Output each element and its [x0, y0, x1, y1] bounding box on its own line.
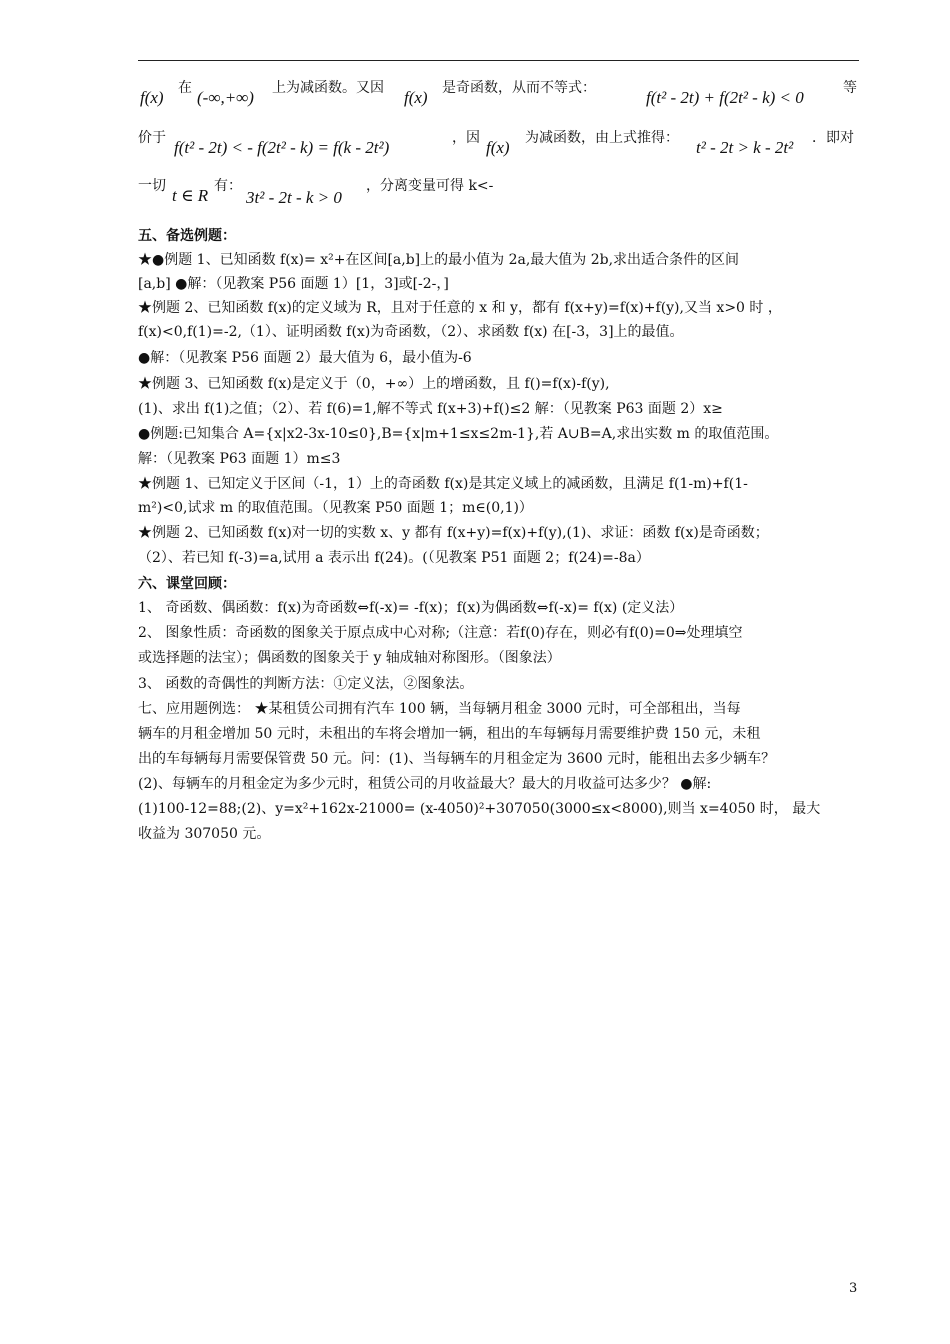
- section-heading-examples: 五、备选例题：: [138, 228, 236, 244]
- text-line: ★例题 2、已知函数 f(x)的定义域为 R，且对于任意的 x 和 y，都有 f(x+y)=f(x)+f(y),又当 x>0 时 ，: [138, 300, 782, 316]
- formula-fx: f(x): [140, 88, 164, 107]
- header-rule: [138, 60, 859, 61]
- text-fragment: 价于: [138, 130, 166, 146]
- text-fragment: 在: [178, 80, 192, 96]
- formula-interval: (-∞,+∞): [197, 88, 254, 107]
- text-line: 解：（见教案 P63 面题 1）m≤3: [138, 451, 341, 467]
- text-fragment: 等: [843, 80, 857, 96]
- text-line: 辆车的月租金增加 50 元时，未租出的车将会增加一辆，租出的车每辆每月需要维护费 150 元，未租: [138, 726, 761, 742]
- text-fragment: ．即对: [812, 130, 854, 146]
- text-line: （2）、若已知 f(-3)=a,试用 a 表示出 f(24)。(（见教案 P51 面题 2；f(24)=-8a）: [138, 550, 650, 566]
- text-fragment: 一切: [138, 178, 166, 194]
- text-line: (1)、求出 f(1)之值；（2）、若 f(6)=1,解不等式 f(x+3)+f()≤2 解：（见教案 P63 面题 2）x≥: [138, 401, 723, 417]
- text-line: ★例题 1、已知定义于区间（-1，1）上的奇函数 f(x)是其定义域上的减函数，且满足 f(1-m)+f(1-: [138, 476, 748, 492]
- text-fragment: ，因: [452, 130, 480, 146]
- page-number: 3: [849, 1281, 858, 1296]
- formula-separated: 3t² - 2t - k > 0: [246, 188, 342, 207]
- text-line: [a,b] ●解：（见教案 P56 面题 1）[1，3]或[-2-，]: [138, 276, 449, 292]
- formula-derived: t² - 2t > k - 2t²: [696, 138, 794, 157]
- text-line: 或选择题的法宝）；偶函数的图象关于 y 轴成轴对称图形。（图象法）: [138, 650, 561, 666]
- text-line: 出的车每辆每月需要保管费 50 元。问：(1)、当每辆车的月租金定为 3600 元时，能租出去多少辆车？: [138, 751, 776, 767]
- text-line: m²)<0,试求 m 的取值范围。（见教案 P50 面题 1；m∈(0,1)）: [138, 500, 533, 516]
- text-line: (2)、每辆车的月租金定为多少元时，租赁公司的月收益最大？最大的月收益可达多少？ ●解:: [138, 776, 712, 792]
- text-fragment: 为减函数，由上式推得：: [525, 130, 679, 146]
- text-line: ★例题 2、已知函数 f(x)对一切的实数 x、y 都有 f(x+y)=f(x)+f(y),(1)、求证：函数 f(x)是奇函数；: [138, 525, 769, 541]
- formula-domain: t ∈ R: [172, 186, 209, 205]
- formula-equivalent: f(t² - 2t) < - f(2t² - k) = f(k - 2t²): [174, 138, 390, 157]
- text-line: (1)100-12=88;(2)、y=x²+162x-21000= (x-4050)²+307050(3000≤x<8000),则当 x=4050 时， 最大: [138, 801, 821, 817]
- formula-fx: f(x): [404, 88, 428, 107]
- text-fragment: 有：: [214, 178, 242, 194]
- text-line: 3、 函数的奇偶性的判断方法：①定义法，②图象法。: [138, 676, 474, 692]
- text-line: 收益为 307050 元。: [138, 826, 271, 842]
- formula-inequality: f(t² - 2t) + f(2t² - k) < 0: [646, 88, 804, 107]
- text-line: 七、应用题例选： ★某租赁公司拥有汽车 100 辆，当每辆月租金 3000 元时，可全部租出，当每: [138, 701, 741, 717]
- text-line: f(x)<0,f(1)=-2,（1）、证明函数 f(x)为奇函数，（2）、求函数 f(x) 在[-3，3]上的最值。: [138, 324, 684, 340]
- text-line: 1、 奇函数、偶函数：f(x)为奇函数⇔f(-x)= -f(x)；f(x)为偶函数⇔f(-x)= f(x) (定义法）: [138, 600, 684, 616]
- text-line: ●例题:已知集合 A={x|x2-3x-10≤0},B={x|m+1≤x≤2m-1},若 A∪B=A,求出实数 m 的取值范围。: [138, 426, 779, 442]
- text-line: ★例题 3、已知函数 f(x)是定义于（0，+∞）上的增函数，且 f()=f(x)-f(y),: [138, 376, 610, 392]
- text-line: 2、 图象性质：奇函数的图象关于原点成中心对称;（注意：若f(0)存在，则必有f(0)=0⇒处理填空: [138, 625, 743, 641]
- text-fragment: ，分离变量可得 k<-: [366, 178, 494, 194]
- text-fragment: 上为减函数。又因: [272, 80, 384, 96]
- text-line: ●解：（见教案 P56 面题 2）最大值为 6，最小值为-6: [138, 350, 472, 366]
- section-heading-review: 六、课堂回顾：: [138, 576, 236, 592]
- formula-fx: f(x): [486, 138, 510, 157]
- text-fragment: 是奇函数，从而不等式：: [442, 80, 596, 96]
- text-line: ★●例题 1、已知函数 f(x)= x²+在区间[a,b]上的最小值为 2a,最大值为 2b,求出适合条件的区间: [138, 252, 740, 268]
